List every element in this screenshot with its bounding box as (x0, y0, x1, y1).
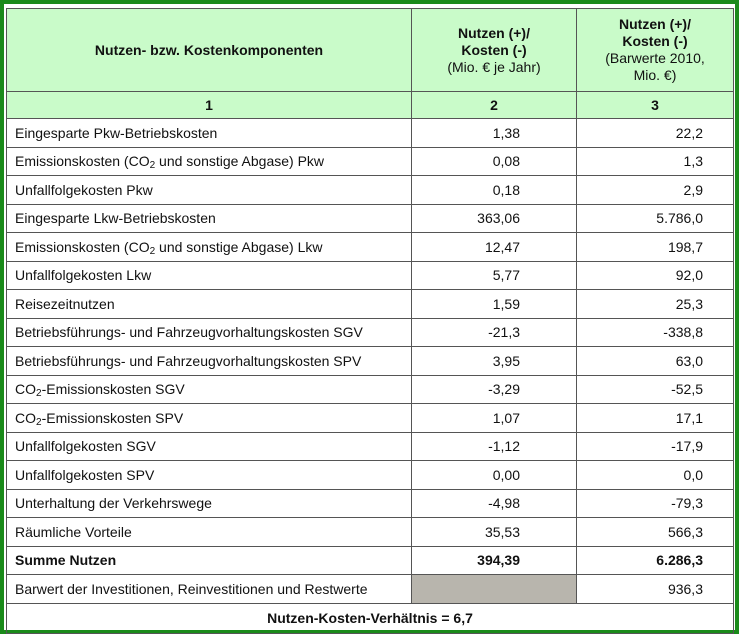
row-label (7, 404, 412, 433)
row-label-text: Räumliche Vorteile (15, 523, 132, 540)
row-present-value: 566,3 (577, 518, 734, 547)
row-present-value: 0,0 (577, 461, 734, 490)
row-annual-value: 12,47 (412, 233, 577, 262)
benefit-cost-ratio: Nutzen-Kosten-Verhältnis = 6,7 (7, 603, 734, 633)
header-annual (412, 9, 577, 92)
sum-row (7, 546, 734, 575)
row-label (7, 147, 412, 176)
table-frame (4, 4, 735, 630)
table-body (7, 119, 734, 547)
row-label (7, 318, 412, 347)
row-label-text: Unfallfolgekosten Lkw (15, 267, 152, 284)
header-row (7, 9, 734, 92)
row-present-value: 2,9 (577, 176, 734, 205)
row-annual-value: 363,06 (412, 204, 577, 233)
row-annual-value: 1,59 (412, 290, 577, 319)
table-row (7, 119, 734, 148)
row-annual-value: -21,3 (412, 318, 577, 347)
table-row (7, 432, 734, 461)
table-row (7, 147, 734, 176)
row-present-value: 17,1 (577, 404, 734, 433)
row-label-text: Emissionskosten (CO (15, 238, 150, 255)
column-number-1: 1 (7, 92, 412, 119)
table-row (7, 461, 734, 490)
row-label (7, 347, 412, 376)
row-annual-value: 0,18 (412, 176, 577, 205)
table-row (7, 204, 734, 233)
row-present-value: 22,2 (577, 119, 734, 148)
table-row (7, 261, 734, 290)
row-label (7, 119, 412, 148)
row-label-text: CO (15, 409, 36, 426)
table-row (7, 375, 734, 404)
row-label-text: Betriebsführungs- und Fahrzeugvorhaltungskosten SGV (15, 324, 363, 341)
investment-present-value: 936,3 (577, 575, 734, 604)
column-number-3: 3 (577, 92, 734, 119)
row-present-value: 25,3 (577, 290, 734, 319)
row-label (7, 489, 412, 518)
row-label-text: Unfallfolgekosten SGV (15, 438, 156, 455)
row-label (7, 233, 412, 262)
column-number-2: 2 (412, 92, 577, 119)
row-label-text: Unfallfolgekosten SPV (15, 466, 155, 483)
header-components: Nutzen- bzw. Kostenkomponenten (7, 9, 412, 92)
row-label-text-rest: -Emissionskosten SGV (41, 381, 185, 398)
row-present-value: -79,3 (577, 489, 734, 518)
row-label-text: CO (15, 381, 36, 398)
row-label (7, 375, 412, 404)
header-annual-line2: Kosten (-) (461, 41, 527, 58)
header-pv-unit2: Mio. €) (633, 67, 677, 83)
header-pv-unit1: (Barwerte 2010, (605, 50, 705, 66)
row-label (7, 290, 412, 319)
row-label-text: Reisezeitnutzen (15, 295, 115, 312)
table-row (7, 176, 734, 205)
row-annual-value: 1,38 (412, 119, 577, 148)
table-row (7, 489, 734, 518)
row-label (7, 176, 412, 205)
table-row (7, 290, 734, 319)
investment-label: Barwert der Investitionen, Reinvestitionen und Restwerte (7, 575, 412, 604)
row-present-value: -338,8 (577, 318, 734, 347)
row-label (7, 432, 412, 461)
row-present-value: 63,0 (577, 347, 734, 376)
row-annual-value: 35,53 (412, 518, 577, 547)
row-present-value: 92,0 (577, 261, 734, 290)
row-label-subscript: 2 (149, 245, 156, 257)
header-annual-line1: Nutzen (+)/ (458, 24, 530, 41)
row-annual-value: -3,29 (412, 375, 577, 404)
row-annual-value: 0,00 (412, 461, 577, 490)
row-label (7, 261, 412, 290)
header-pv-line2: Kosten (-) (622, 33, 688, 49)
sum-present-value: 6.286,3 (577, 546, 734, 575)
investment-annual-empty (412, 575, 577, 604)
sum-label: Summe Nutzen (7, 546, 412, 575)
row-label-text: Eingesparte Pkw-Betriebskosten (15, 124, 218, 141)
row-annual-value: -1,12 (412, 432, 577, 461)
header-present-value (577, 9, 734, 92)
row-present-value: -17,9 (577, 432, 734, 461)
header-pv-line1: Nutzen (+)/ (619, 16, 691, 32)
table-row (7, 347, 734, 376)
investment-row (7, 575, 734, 604)
table-row (7, 404, 734, 433)
row-label-text-rest: -Emissionskosten SPV (41, 409, 184, 426)
cost-benefit-table (6, 8, 734, 634)
table-row (7, 518, 734, 547)
row-label-text-rest: und sonstige Abgase) Pkw (155, 153, 325, 170)
row-present-value: 5.786,0 (577, 204, 734, 233)
row-present-value: 198,7 (577, 233, 734, 262)
row-label-subscript: 2 (149, 160, 156, 172)
sum-annual: 394,39 (412, 546, 577, 575)
row-label-text: Eingesparte Lkw-Betriebskosten (15, 210, 216, 227)
row-annual-value: 0,08 (412, 147, 577, 176)
row-label-text: Betriebsführungs- und Fahrzeugvorhaltungskosten SPV (15, 352, 362, 369)
row-label (7, 461, 412, 490)
row-label-text: Unfallfolgekosten Pkw (15, 181, 153, 198)
row-label-subscript: 2 (36, 416, 42, 428)
row-label (7, 518, 412, 547)
table-row (7, 233, 734, 262)
row-label (7, 204, 412, 233)
row-label-subscript: 2 (36, 388, 42, 400)
row-present-value: 1,3 (577, 147, 734, 176)
column-number-row (7, 92, 734, 119)
row-annual-value: 3,95 (412, 347, 577, 376)
row-label-text: Emissionskosten (CO (15, 153, 150, 170)
row-present-value: -52,5 (577, 375, 734, 404)
row-label-text: Unterhaltung der Verkehrswege (15, 495, 212, 512)
ratio-row (7, 603, 734, 633)
row-annual-value: -4,98 (412, 489, 577, 518)
row-label-text-rest: und sonstige Abgase) Lkw (155, 238, 323, 255)
header-annual-unit: (Mio. € je Jahr) (447, 58, 541, 75)
table-row (7, 318, 734, 347)
row-annual-value: 5,77 (412, 261, 577, 290)
row-annual-value: 1,07 (412, 404, 577, 433)
